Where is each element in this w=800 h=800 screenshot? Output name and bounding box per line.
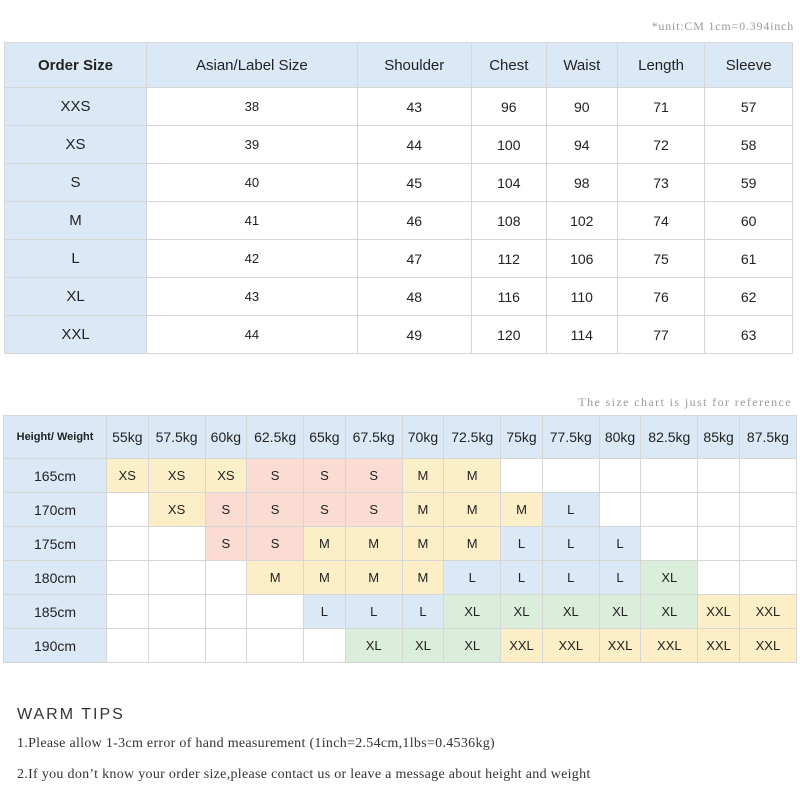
table-row [5, 88, 793, 126]
size-recommendation-cell [205, 595, 247, 629]
table-row [4, 561, 797, 595]
weight-header-cell: 57.5kg [148, 416, 205, 459]
size-recommendation-cell: XL [599, 595, 641, 629]
size-recommendation-cell: S [247, 527, 304, 561]
size-recommendation-cell [641, 459, 698, 493]
size-recommendation-cell [698, 527, 740, 561]
measurement-cell: 94 [546, 126, 617, 164]
size-recommendation-cell: S [205, 527, 247, 561]
size-recommendation-cell: L [501, 527, 543, 561]
measurement-cell: 47 [357, 240, 471, 278]
height-cell: 175cm [4, 527, 107, 561]
measurement-cell: 96 [471, 88, 546, 126]
measurement-cell: 110 [546, 278, 617, 316]
size-table-header-row [5, 43, 793, 88]
measurement-cell: 46 [357, 202, 471, 240]
measurement-cell: 100 [471, 126, 546, 164]
size-recommendation-cell: XL [402, 629, 444, 663]
size-recommendation-cell [739, 561, 796, 595]
measurement-cell: 104 [471, 164, 546, 202]
tip-item: 1.Please allow 1-3cm error of hand measurement (1inch=2.54cm,1lbs=0.4536kg) [17, 736, 496, 751]
measurement-cell: 40 [147, 164, 358, 202]
size-recommendation-cell: XXL [501, 629, 543, 663]
size-recommendation-cell: XL [345, 629, 402, 663]
size-recommendation-cell: XXL [698, 595, 740, 629]
measurement-cell: 60 [705, 202, 793, 240]
weight-header-cell: 87.5kg [739, 416, 796, 459]
measurement-cell: 71 [617, 88, 705, 126]
size-recommendation-cell: XL [641, 561, 698, 595]
size-recommendation-cell: XL [641, 595, 698, 629]
size-recommendation-cell [205, 629, 247, 663]
table-row [5, 164, 793, 202]
size-recommendation-cell: XL [501, 595, 543, 629]
measurement-cell: 58 [705, 126, 793, 164]
size-recommendation-cell [148, 595, 205, 629]
size-recommendation-cell [148, 629, 205, 663]
size-recommendation-cell: XXL [599, 629, 641, 663]
size-recommendation-cell [501, 459, 543, 493]
size-recommendation-cell: M [345, 561, 402, 595]
unit-note: *unit:CM 1cm=0.394inch [651, 19, 794, 33]
size-table-header-cell: Length [617, 43, 705, 88]
weight-header-cell: 77.5kg [542, 416, 599, 459]
size-recommendation-cell: XXL [739, 595, 796, 629]
size-recommendation-cell: M [402, 527, 444, 561]
size-recommendation-cell: M [304, 527, 346, 561]
table-row [4, 527, 797, 561]
weight-header-cell: 70kg [402, 416, 444, 459]
table-row [4, 629, 797, 663]
measurement-cell: 120 [471, 316, 546, 354]
hw-table-header-row [4, 416, 797, 459]
size-recommendation-cell [107, 527, 149, 561]
size-recommendation-cell: L [542, 493, 599, 527]
size-recommendation-cell [107, 493, 149, 527]
measurement-cell: 106 [546, 240, 617, 278]
size-table-header-cell: Shoulder [357, 43, 471, 88]
size-recommendation-cell [107, 561, 149, 595]
size-recommendation-cell: S [345, 493, 402, 527]
size-recommendation-cell [641, 493, 698, 527]
size-chart-table [4, 42, 793, 354]
measurement-cell: 74 [617, 202, 705, 240]
measurement-cell: 44 [357, 126, 471, 164]
size-recommendation-cell: S [304, 459, 346, 493]
table-row [5, 126, 793, 164]
measurement-cell: 42 [147, 240, 358, 278]
weight-header-cell: 75kg [501, 416, 543, 459]
size-recommendation-cell: L [304, 595, 346, 629]
measurement-cell: 61 [705, 240, 793, 278]
tip-item: 2.If you don’t know your order size,please contact us or leave a message about height and weight [17, 767, 591, 782]
measurement-cell: 43 [357, 88, 471, 126]
measurement-cell: 38 [147, 88, 358, 126]
size-recommendation-cell [599, 493, 641, 527]
height-weight-table [3, 415, 797, 663]
size-recommendation-cell [698, 459, 740, 493]
size-recommendation-cell: M [444, 493, 501, 527]
size-recommendation-cell: XS [148, 493, 205, 527]
measurement-cell: 77 [617, 316, 705, 354]
size-recommendation-cell [641, 527, 698, 561]
size-recommendation-cell: S [247, 459, 304, 493]
size-recommendation-cell: M [345, 527, 402, 561]
size-recommendation-cell: M [444, 459, 501, 493]
size-recommendation-cell: L [542, 561, 599, 595]
size-recommendation-cell: S [247, 493, 304, 527]
measurement-cell: 114 [546, 316, 617, 354]
size-recommendation-cell [599, 459, 641, 493]
size-recommendation-cell: XL [444, 629, 501, 663]
measurement-cell: 62 [705, 278, 793, 316]
size-recommendation-cell [148, 561, 205, 595]
table-row [4, 595, 797, 629]
size-recommendation-cell: XXL [698, 629, 740, 663]
order-size-cell: XXS [5, 88, 147, 126]
size-recommendation-cell: M [402, 493, 444, 527]
measurement-cell: 116 [471, 278, 546, 316]
measurement-cell: 102 [546, 202, 617, 240]
size-recommendation-cell: M [304, 561, 346, 595]
size-recommendation-cell: XS [205, 459, 247, 493]
size-recommendation-cell [739, 493, 796, 527]
measurement-cell: 45 [357, 164, 471, 202]
size-table-header-cell: Chest [471, 43, 546, 88]
measurement-cell: 57 [705, 88, 793, 126]
measurement-cell: 43 [147, 278, 358, 316]
measurement-cell: 41 [147, 202, 358, 240]
size-recommendation-cell: XXL [641, 629, 698, 663]
size-table-header-cell: Sleeve [705, 43, 793, 88]
size-recommendation-cell [304, 629, 346, 663]
table-row [5, 240, 793, 278]
measurement-cell: 39 [147, 126, 358, 164]
measurement-cell: 49 [357, 316, 471, 354]
table-row [5, 278, 793, 316]
weight-header-cell: 85kg [698, 416, 740, 459]
size-table-header-cell: Asian/Label Size [147, 43, 358, 88]
reference-note: The size chart is just for reference [578, 395, 792, 409]
size-recommendation-cell [542, 459, 599, 493]
height-cell: 165cm [4, 459, 107, 493]
measurement-cell: 98 [546, 164, 617, 202]
size-recommendation-cell: L [542, 527, 599, 561]
measurement-cell: 90 [546, 88, 617, 126]
height-cell: 180cm [4, 561, 107, 595]
order-size-cell: XS [5, 126, 147, 164]
measurement-cell: 59 [705, 164, 793, 202]
measurement-cell: 63 [705, 316, 793, 354]
weight-header-cell: 62.5kg [247, 416, 304, 459]
order-size-cell: M [5, 202, 147, 240]
size-recommendation-cell [247, 595, 304, 629]
size-recommendation-cell: M [444, 527, 501, 561]
size-recommendation-cell [698, 493, 740, 527]
weight-header-cell: 55kg [107, 416, 149, 459]
size-recommendation-cell [247, 629, 304, 663]
size-recommendation-cell: XL [444, 595, 501, 629]
size-recommendation-cell: L [345, 595, 402, 629]
table-row [5, 202, 793, 240]
weight-header-cell: 82.5kg [641, 416, 698, 459]
size-recommendation-cell: S [304, 493, 346, 527]
order-size-cell: XL [5, 278, 147, 316]
size-recommendation-cell: L [402, 595, 444, 629]
size-recommendation-cell: XXL [542, 629, 599, 663]
measurement-cell: 72 [617, 126, 705, 164]
size-recommendation-cell: L [599, 527, 641, 561]
size-table-header-cell: Order Size [5, 43, 147, 88]
size-recommendation-cell: XS [148, 459, 205, 493]
measurement-cell: 108 [471, 202, 546, 240]
warm-tips-title: WARM TIPS [17, 706, 125, 723]
measurement-cell: 48 [357, 278, 471, 316]
order-size-cell: XXL [5, 316, 147, 354]
size-recommendation-cell [739, 459, 796, 493]
measurement-cell: 73 [617, 164, 705, 202]
measurement-cell: 75 [617, 240, 705, 278]
order-size-cell: S [5, 164, 147, 202]
size-recommendation-cell: L [501, 561, 543, 595]
size-recommendation-cell: S [205, 493, 247, 527]
height-cell: 170cm [4, 493, 107, 527]
size-recommendation-cell: L [444, 561, 501, 595]
measurement-cell: 44 [147, 316, 358, 354]
size-recommendation-cell: XL [542, 595, 599, 629]
size-recommendation-cell: XXL [739, 629, 796, 663]
size-recommendation-cell [107, 629, 149, 663]
size-recommendation-cell: M [402, 459, 444, 493]
size-recommendation-cell: M [247, 561, 304, 595]
size-recommendation-cell [148, 527, 205, 561]
size-recommendation-cell: M [402, 561, 444, 595]
weight-header-cell: 60kg [205, 416, 247, 459]
measurement-cell: 112 [471, 240, 546, 278]
size-table-header-cell: Waist [546, 43, 617, 88]
size-recommendation-cell: M [501, 493, 543, 527]
size-recommendation-cell [698, 561, 740, 595]
height-cell: 190cm [4, 629, 107, 663]
weight-header-cell: 65kg [304, 416, 346, 459]
height-cell: 185cm [4, 595, 107, 629]
table-row [5, 316, 793, 354]
table-row [4, 459, 797, 493]
size-recommendation-cell: XS [107, 459, 149, 493]
weight-header-cell: 80kg [599, 416, 641, 459]
size-recommendation-cell: L [599, 561, 641, 595]
weight-header-cell: 67.5kg [345, 416, 402, 459]
size-recommendation-cell [205, 561, 247, 595]
table-row [4, 493, 797, 527]
size-recommendation-cell [107, 595, 149, 629]
measurement-cell: 76 [617, 278, 705, 316]
size-recommendation-cell [739, 527, 796, 561]
order-size-cell: L [5, 240, 147, 278]
size-recommendation-cell: S [345, 459, 402, 493]
weight-header-cell: 72.5kg [444, 416, 501, 459]
hw-corner-header: Height/ Weight [4, 416, 107, 459]
